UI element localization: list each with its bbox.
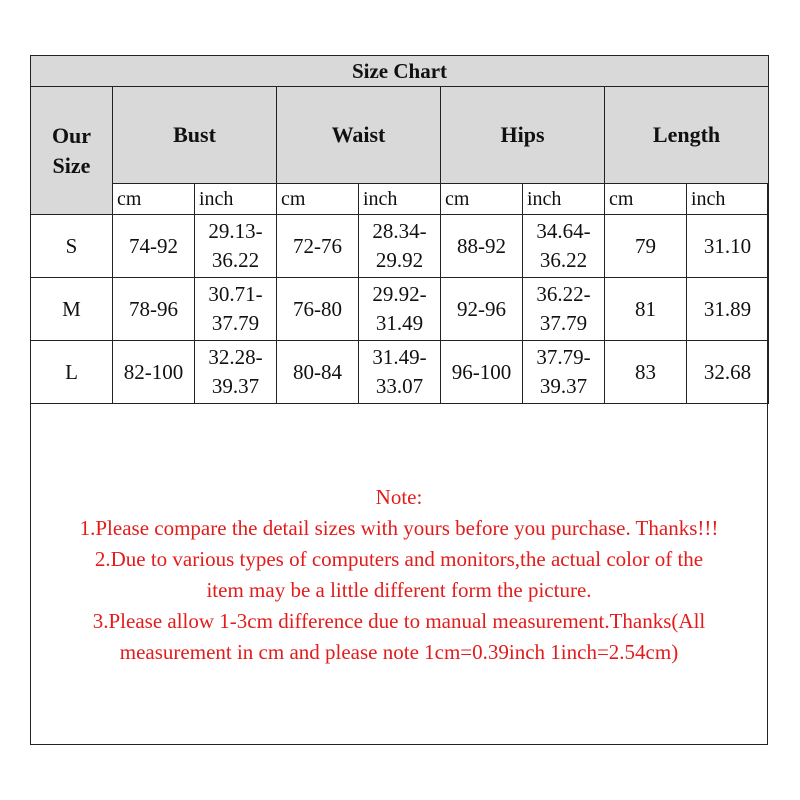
waist-inch-cell: [359, 215, 441, 278]
hips-inch-cell: [523, 341, 605, 404]
size-cell: L: [31, 341, 113, 404]
hips-inch-to: 36.22: [539, 248, 588, 272]
waist-cm-cell: 80-84: [277, 341, 359, 404]
length-cm-cell: 79: [605, 215, 687, 278]
length-inch-cell: 31.10: [687, 215, 769, 278]
bust-inch-cell: [195, 215, 277, 278]
table-row: [31, 215, 769, 278]
unit-label: inch: [195, 184, 277, 215]
header-waist: Waist: [277, 87, 441, 184]
waist-inch-to: 29.92: [375, 248, 424, 272]
waist-inch-to: 33.07: [375, 374, 424, 398]
length-inch-cell: 31.89: [687, 278, 769, 341]
hips-inch-to: 37.79: [539, 311, 588, 335]
note-line: item may be a little different form the picture.: [206, 578, 592, 602]
length-cm-cell: 83: [605, 341, 687, 404]
header-our-size: [31, 87, 113, 215]
waist-cm-cell: 72-76: [277, 215, 359, 278]
waist-inch-to: 31.49: [375, 311, 424, 335]
unit-label: inch: [523, 184, 605, 215]
table-title: Size Chart: [31, 56, 769, 87]
hips-inch-from: 36.22-: [536, 282, 591, 306]
bust-inch-from: 30.71-: [208, 282, 263, 306]
note-line: 3.Please allow 1-3cm difference due to manual measurement.Thanks(All: [92, 609, 706, 633]
header-bust: Bust: [113, 87, 277, 184]
waist-inch-from: 28.34-: [372, 219, 427, 243]
unit-label: inch: [359, 184, 441, 215]
hips-inch-from: 34.64-: [536, 219, 591, 243]
unit-label: cm: [113, 184, 195, 215]
hips-inch-cell: [523, 278, 605, 341]
bust-inch-to: 39.37: [211, 374, 260, 398]
hips-cm-cell: 96-100: [441, 341, 523, 404]
size-cell: S: [31, 215, 113, 278]
bust-inch-to: 37.79: [211, 311, 260, 335]
header-our-size-line2: Size: [52, 152, 91, 178]
note-line: 2.Due to various types of computers and monitors,the actual color of the: [94, 547, 704, 571]
waist-inch-cell: [359, 278, 441, 341]
unit-label: inch: [687, 184, 769, 215]
note-heading: Note:: [375, 485, 423, 509]
hips-inch-to: 39.37: [539, 374, 588, 398]
header-our-size-line1: Our: [51, 122, 92, 148]
table-row: [31, 278, 769, 341]
table-row: [31, 341, 769, 404]
unit-label: cm: [441, 184, 523, 215]
header-length: Length: [605, 87, 769, 184]
bust-cm-cell: 74-92: [113, 215, 195, 278]
waist-inch-from: 31.49-: [372, 345, 427, 369]
bust-inch-from: 29.13-: [208, 219, 263, 243]
bust-inch-cell: [195, 278, 277, 341]
size-cell: M: [31, 278, 113, 341]
waist-cm-cell: 76-80: [277, 278, 359, 341]
length-inch-cell: 32.68: [687, 341, 769, 404]
unit-label: cm: [277, 184, 359, 215]
unit-label: cm: [605, 184, 687, 215]
bust-inch-cell: [195, 341, 277, 404]
note-block: [30, 482, 768, 668]
note-line: measurement in cm and please note 1cm=0.39inch 1inch=2.54cm): [119, 640, 679, 664]
size-chart-table: [30, 55, 769, 404]
bust-inch-from: 32.28-: [208, 345, 263, 369]
bust-cm-cell: 82-100: [113, 341, 195, 404]
bust-inch-to: 36.22: [211, 248, 260, 272]
header-hips: Hips: [441, 87, 605, 184]
hips-inch-from: 37.79-: [536, 345, 591, 369]
length-cm-cell: 81: [605, 278, 687, 341]
hips-cm-cell: 92-96: [441, 278, 523, 341]
bust-cm-cell: 78-96: [113, 278, 195, 341]
hips-cm-cell: 88-92: [441, 215, 523, 278]
waist-inch-cell: [359, 341, 441, 404]
hips-inch-cell: [523, 215, 605, 278]
waist-inch-from: 29.92-: [372, 282, 427, 306]
note-line: 1.Please compare the detail sizes with yours before you purchase. Thanks!!!: [79, 516, 719, 540]
